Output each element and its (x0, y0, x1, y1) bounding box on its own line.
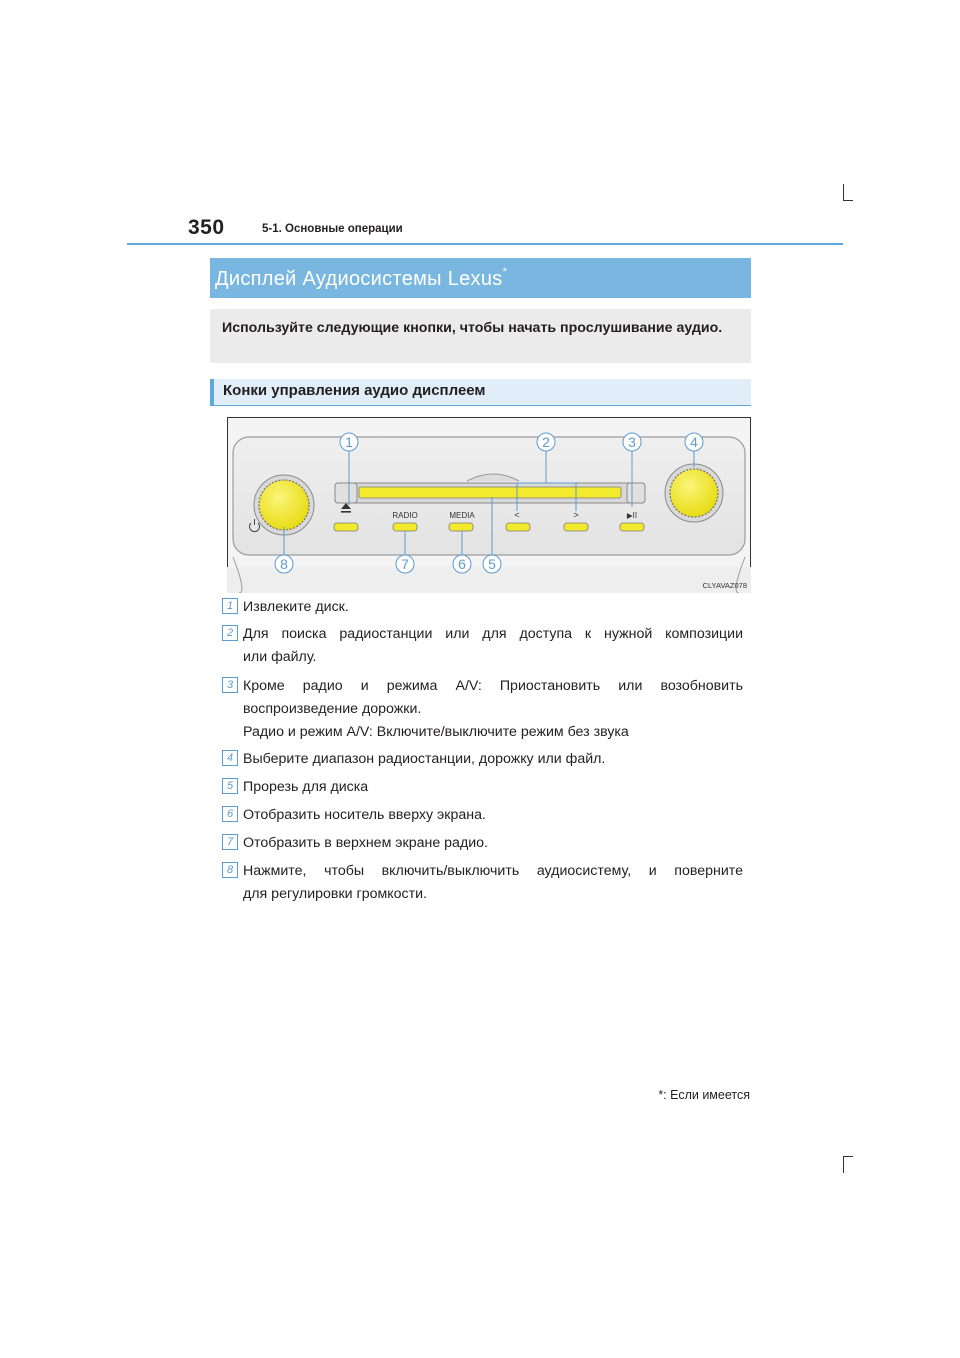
callout-3: 3 (628, 434, 636, 450)
item-number: 7 (222, 834, 238, 850)
crop-mark (843, 200, 853, 201)
intro-text: Используйте следующие кнопки, чтобы начать прослушивание аудио. (222, 320, 723, 336)
item-text: Для поиска радиостанции или для доступа к нужной композиции (243, 626, 743, 642)
item-text: Нажмите, чтобы включить/выключить аудиосистему, и поверните (243, 863, 743, 879)
callout-4: 4 (690, 434, 698, 450)
item-number: 5 (222, 778, 238, 794)
play-pause-icon: ▶II (626, 511, 638, 520)
callout-2: 2 (542, 434, 550, 450)
item-number: 4 (222, 750, 238, 766)
callout-7: 7 (401, 556, 409, 572)
crop-mark (843, 1156, 853, 1157)
item-number: 8 (222, 862, 238, 878)
item-text: воспроизведение дорожки. (243, 701, 422, 717)
crop-mark (843, 184, 844, 201)
prev-label: < (514, 510, 520, 520)
intro-box (210, 309, 751, 363)
page-number: 350 (188, 216, 225, 239)
item-text: Кроме радио и режима A/V: Приостановить или возобновить (243, 678, 743, 694)
page-title: Дисплей Аудиосистемы Lexus* (215, 266, 508, 290)
header-rule (127, 243, 843, 245)
next-label: > (573, 510, 579, 520)
callout-1: 1 (345, 434, 353, 450)
section-title: 5-1. Основные операции (262, 223, 403, 235)
next-button (564, 523, 588, 531)
footnote-mark: * (502, 266, 508, 278)
footnote: *: Если имеется (658, 1088, 750, 1102)
item-text: Радио и режим A/V: Включите/выключите режим без звука (243, 724, 629, 740)
media-button (449, 523, 473, 531)
play-pause-button (620, 523, 644, 531)
item-number: 2 (222, 625, 238, 641)
diagram-code: CLYAVAZ078 (702, 581, 747, 590)
subheading-text: Конки управления аудио дисплеем (223, 382, 486, 399)
item-text: Прорезь для диска (243, 779, 369, 795)
item-text: или файлу. (243, 649, 317, 665)
media-label: MEDIA (449, 511, 475, 520)
item-text: Выберите диапазон радиостанции, дорожку или файл. (243, 751, 606, 767)
title-bar (210, 258, 751, 298)
audio-panel-diagram (227, 417, 751, 593)
radio-button (393, 523, 417, 531)
item-text: Извлеките диск. (243, 599, 349, 615)
eject-button (334, 523, 358, 531)
item-number: 1 (222, 598, 238, 614)
crop-mark (843, 1156, 844, 1173)
callout-6: 6 (458, 556, 466, 572)
subheading-bar (210, 379, 751, 406)
item-text: для регулировки громкости. (243, 886, 427, 902)
item-number: 6 (222, 806, 238, 822)
radio-label: RADIO (392, 511, 418, 520)
callout-5: 5 (488, 556, 496, 572)
callout-8: 8 (280, 556, 288, 572)
item-number: 3 (222, 677, 238, 693)
prev-button (506, 523, 530, 531)
item-text: Отобразить в верхнем экране радио. (243, 835, 488, 851)
item-text: Отобразить носитель вверху экрана. (243, 807, 486, 823)
